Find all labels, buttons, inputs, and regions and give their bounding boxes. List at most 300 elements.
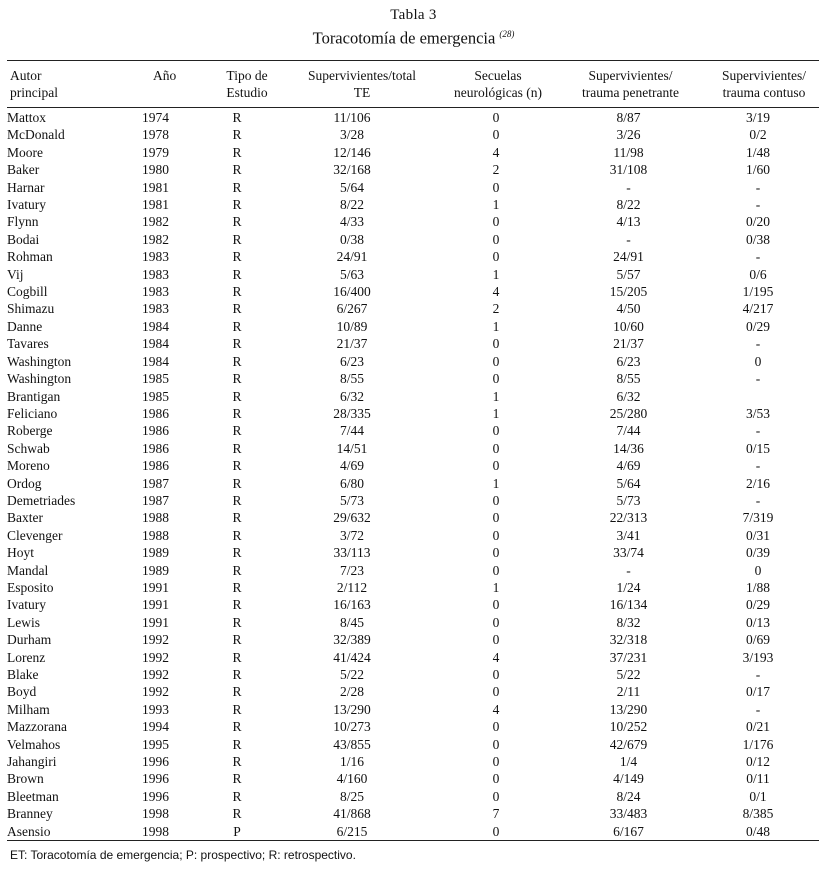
cell-study-type: R [232, 336, 242, 352]
table-row [7, 666, 819, 683]
cell-study-type: R [232, 754, 242, 770]
cell-study-type: R [232, 510, 242, 526]
cell-year: 1974 [142, 110, 169, 125]
cell-penetrating: 10/252 [609, 719, 648, 735]
cell-year: 1984 [142, 318, 169, 334]
table-row [7, 823, 819, 840]
bottom-rule [7, 840, 819, 841]
cell-penetrating: 10/60 [613, 318, 644, 334]
table-row [7, 213, 819, 230]
cell-blunt: 0/31 [745, 527, 770, 543]
cell-neuro-sequelae: 1 [492, 388, 500, 404]
cell-author: Feliciano [7, 405, 58, 421]
cell-study-type: R [232, 197, 242, 213]
cell-survivors-total: 2/28 [339, 684, 364, 700]
table-number: Tabla 3 [390, 7, 437, 23]
cell-author: Baker [7, 162, 40, 178]
cell-year: 1979 [142, 144, 169, 160]
table-row [7, 318, 819, 335]
cell-neuro-sequelae: 0 [492, 527, 500, 543]
cell-year: 1992 [142, 684, 169, 700]
cell-penetrating: 8/24 [616, 788, 641, 804]
cell-year: 1985 [142, 388, 169, 404]
cell-year: 1991 [142, 597, 169, 613]
table-row [7, 161, 819, 178]
cell-survivors-total: 14/51 [336, 440, 368, 456]
cell-year: 1981 [142, 197, 169, 213]
cell-penetrating: 42/679 [609, 736, 648, 752]
cell-study-type: R [232, 284, 242, 300]
cell-neuro-sequelae: 0 [492, 510, 500, 526]
table-title-line [0, 24, 827, 49]
cell-survivors-total: 6/32 [339, 388, 364, 404]
cell-survivors-total: 5/22 [339, 667, 364, 682]
cell-year: 1996 [142, 771, 169, 787]
table-row [7, 701, 819, 718]
table-row [7, 805, 819, 822]
table-row [7, 509, 819, 526]
cell-survivors-total: 2/112 [336, 579, 368, 595]
cell-blunt: 2/16 [745, 475, 770, 491]
cell-survivors-total: 24/91 [336, 249, 368, 265]
cell-survivors-total: 16/163 [333, 597, 371, 613]
cell-study-type: R [232, 562, 242, 578]
cell-survivors-total: 5/64 [339, 179, 364, 195]
cell-penetrating: - [626, 231, 631, 247]
cell-neuro-sequelae: 0 [492, 458, 500, 474]
cell-author: Cogbill [7, 284, 48, 300]
cell-author: Vij [7, 266, 24, 282]
cell-study-type: R [232, 266, 242, 282]
cell-author: Baxter [7, 510, 43, 526]
cell-blunt: 0 [754, 353, 762, 369]
cell-neuro-sequelae: 0 [492, 788, 500, 804]
cell-neuro-sequelae: 2 [492, 301, 500, 317]
cell-neuro-sequelae: 0 [492, 667, 500, 682]
cell-author: Esposito [7, 579, 54, 595]
table-row [7, 457, 819, 474]
cell-neuro-sequelae: 0 [492, 492, 500, 508]
table-row [7, 614, 819, 631]
table-row [7, 596, 819, 613]
cell-penetrating: 16/134 [609, 597, 648, 613]
cell-study-type: R [232, 597, 242, 613]
table-row [7, 179, 819, 196]
table-row [7, 109, 819, 126]
cell-survivors-total: 10/273 [333, 719, 371, 735]
cell-penetrating: 13/290 [609, 701, 648, 717]
cell-neuro-sequelae: 1 [492, 579, 500, 595]
cell-survivors-total: 6/267 [336, 301, 368, 317]
table-row [7, 649, 819, 666]
table-row [7, 231, 819, 248]
cell-penetrating: - [626, 179, 631, 195]
cell-study-type: R [232, 458, 242, 474]
cell-study-type: R [232, 649, 242, 665]
cell-study-type: R [232, 127, 242, 143]
cell-blunt: 0/11 [746, 771, 770, 787]
cell-neuro-sequelae: 0 [492, 597, 500, 613]
table-row [7, 405, 819, 422]
table-row [7, 788, 819, 805]
cell-penetrating: 5/22 [616, 667, 641, 682]
cell-neuro-sequelae: 1 [492, 266, 500, 282]
cell-neuro-sequelae: 0 [492, 249, 500, 265]
cell-study-type: P [233, 823, 241, 839]
cell-author: Velmahos [7, 736, 61, 752]
cell-survivors-total: 7/23 [339, 562, 364, 578]
table-row [7, 527, 819, 544]
cell-penetrating: 32/318 [609, 632, 648, 648]
cell-blunt: 0/21 [745, 719, 770, 735]
cell-neuro-sequelae: 4 [492, 701, 500, 717]
cell-survivors-total: 8/55 [339, 371, 364, 387]
cell-author: Ivatury [7, 197, 46, 213]
cell-year: 1978 [142, 127, 169, 143]
cell-neuro-sequelae: 0 [492, 719, 500, 735]
cell-blunt: 7/319 [742, 510, 774, 526]
data-table [7, 109, 819, 840]
cell-author: Blake [7, 667, 39, 682]
cell-penetrating: 5/57 [616, 266, 641, 282]
cell-neuro-sequelae: 0 [492, 231, 500, 247]
cell-blunt: - [755, 492, 761, 508]
cell-survivors-total: 41/868 [333, 806, 371, 822]
cell-author: Bodai [7, 231, 40, 247]
cell-author: Harnar [7, 179, 45, 195]
cell-penetrating: 37/231 [609, 649, 648, 665]
cell-study-type: R [232, 475, 242, 491]
header-study-type: Tipo de Estudio [226, 68, 268, 100]
cell-survivors-total: 32/168 [333, 162, 371, 178]
cell-penetrating: 24/91 [613, 249, 644, 265]
table-row [7, 370, 819, 387]
cell-author: Ordog [7, 475, 42, 491]
cell-survivors-total: 10/89 [336, 318, 368, 334]
table-row [7, 718, 819, 735]
cell-year: 1982 [142, 214, 169, 230]
table-row [7, 388, 819, 405]
cell-year: 1986 [142, 458, 169, 474]
cell-year: 1980 [142, 162, 169, 178]
cell-year: 1984 [142, 353, 169, 369]
header-author: Autor principal [10, 68, 58, 100]
cell-neuro-sequelae: 1 [492, 318, 500, 334]
citation-reference: (28) [499, 29, 515, 39]
cell-survivors-total: 3/28 [339, 127, 364, 143]
cell-blunt: 1/88 [745, 579, 770, 595]
cell-study-type: R [232, 632, 242, 648]
cell-author: Danne [7, 318, 43, 334]
cell-study-type: R [232, 144, 242, 160]
cell-neuro-sequelae: 0 [492, 736, 500, 752]
table-row [7, 631, 819, 648]
cell-survivors-total: 43/855 [333, 736, 371, 752]
cell-author: Mazzorana [7, 719, 67, 735]
table-row [7, 248, 819, 265]
cell-survivors-total: 32/389 [333, 632, 371, 648]
cell-year: 1983 [142, 301, 169, 317]
cell-penetrating: 4/13 [616, 214, 641, 230]
cell-author: Milham [7, 701, 50, 717]
cell-author: Asensio [7, 823, 51, 839]
cell-penetrating: 22/313 [609, 510, 648, 526]
cell-blunt: 0/29 [745, 597, 770, 613]
cell-year: 1983 [142, 266, 169, 282]
cell-year: 1987 [142, 492, 169, 508]
cell-neuro-sequelae: 0 [492, 353, 500, 369]
cell-survivors-total: 21/37 [336, 336, 368, 352]
table-row [7, 144, 819, 161]
cell-penetrating: 8/55 [616, 371, 641, 387]
cell-neuro-sequelae: 0 [492, 110, 500, 125]
cell-penetrating: 7/44 [616, 423, 641, 439]
cell-author: Washington [7, 353, 72, 369]
cell-year: 1986 [142, 405, 169, 421]
cell-neuro-sequelae: 4 [492, 144, 500, 160]
table-body [7, 109, 819, 840]
header-neuro-sequelae: Secuelas neurológicas (n) [453, 68, 543, 100]
cell-survivors-total: 1/16 [339, 754, 364, 770]
cell-study-type: R [232, 806, 242, 822]
cell-author: Durham [7, 632, 52, 648]
cell-year: 1988 [142, 510, 169, 526]
cell-year: 1981 [142, 179, 169, 195]
cell-survivors-total: 13/290 [333, 701, 371, 717]
header-survivors-total: Supervivientes/total TE [308, 68, 416, 100]
table-row [7, 683, 819, 700]
cell-study-type: R [232, 667, 242, 682]
cell-year: 1993 [142, 701, 169, 717]
cell-study-type: R [232, 684, 242, 700]
cell-blunt: 0/39 [745, 545, 770, 561]
cell-study-type: R [232, 371, 242, 387]
cell-author: Demetriades [7, 492, 76, 508]
cell-penetrating: 31/108 [609, 162, 648, 178]
cell-study-type: R [232, 614, 242, 630]
cell-author: Moreno [7, 458, 50, 474]
cell-neuro-sequelae: 2 [492, 162, 500, 178]
cell-year: 1998 [142, 806, 169, 822]
cell-blunt: 0/1 [749, 788, 767, 804]
cell-penetrating: 33/74 [613, 545, 644, 561]
cell-blunt: 0/6 [749, 266, 767, 282]
cell-study-type: R [232, 527, 242, 543]
cell-survivors-total: 0/38 [339, 231, 364, 247]
cell-study-type: R [232, 736, 242, 752]
cell-study-type: R [232, 388, 242, 404]
cell-study-type: R [232, 353, 242, 369]
cell-penetrating: 14/36 [613, 440, 644, 456]
cell-survivors-total: 28/335 [333, 405, 371, 421]
cell-author: Shimazu [7, 301, 55, 317]
cell-survivors-total: 4/69 [339, 458, 364, 474]
cell-year: 1998 [142, 823, 169, 839]
cell-survivors-total: 6/23 [339, 353, 364, 369]
cell-penetrating: 1/24 [616, 579, 641, 595]
cell-penetrating: 4/149 [613, 771, 644, 787]
cell-author: Washington [7, 371, 72, 387]
cell-blunt: - [755, 371, 761, 387]
cell-study-type: R [232, 788, 242, 804]
table-row [7, 422, 819, 439]
cell-survivors-total: 8/22 [339, 197, 364, 213]
cell-neuro-sequelae: 1 [492, 475, 500, 491]
cell-survivors-total: 12/146 [333, 144, 371, 160]
cell-survivors-total: 33/113 [333, 545, 371, 561]
cell-blunt: - [755, 336, 761, 352]
cell-penetrating: 1/4 [619, 754, 638, 770]
cell-penetrating: 8/87 [616, 110, 641, 125]
table-row [7, 266, 819, 283]
cell-blunt: - [755, 667, 761, 682]
table-row [7, 440, 819, 457]
header-year: Año [153, 68, 177, 83]
cell-blunt: 1/195 [742, 284, 774, 300]
table-row [7, 544, 819, 561]
cell-survivors-total: 29/632 [333, 510, 371, 526]
cell-author: Hoyt [7, 545, 34, 561]
cell-year: 1992 [142, 649, 169, 665]
cell-blunt: 0/12 [745, 754, 770, 770]
cell-penetrating: 5/73 [616, 492, 641, 508]
cell-year: 1988 [142, 527, 169, 543]
table-row [7, 770, 819, 787]
cell-neuro-sequelae: 1 [492, 405, 500, 421]
cell-penetrating: 15/205 [609, 284, 648, 300]
cell-neuro-sequelae: 4 [492, 284, 500, 300]
cell-year: 1991 [142, 614, 169, 630]
cell-author: Mandal [7, 562, 49, 578]
cell-neuro-sequelae: 0 [492, 823, 500, 839]
header-blunt: Supervivientes/ trauma contuso [722, 68, 806, 100]
cell-year: 1987 [142, 475, 169, 491]
cell-survivors-total: 8/45 [339, 614, 364, 630]
cell-author: Roberge [7, 423, 53, 439]
cell-penetrating: 8/32 [616, 614, 641, 630]
cell-author: Ivatury [7, 597, 46, 613]
cell-author: Boyd [7, 684, 37, 700]
cell-author: Moore [7, 144, 43, 160]
cell-author: Mattox [7, 110, 46, 125]
cell-study-type: R [232, 179, 242, 195]
cell-study-type: R [232, 110, 242, 125]
cell-penetrating: 33/483 [609, 806, 648, 822]
cell-blunt: 0/15 [745, 440, 770, 456]
cell-survivors-total: 3/72 [339, 527, 364, 543]
cell-blunt: 0/29 [745, 318, 770, 334]
cell-neuro-sequelae: 0 [492, 440, 500, 456]
cell-blunt: 0/13 [745, 614, 770, 630]
cell-study-type: R [232, 162, 242, 178]
table-row [7, 335, 819, 352]
cell-neuro-sequelae: 0 [492, 545, 500, 561]
table-row [7, 283, 819, 300]
cell-study-type: R [232, 719, 242, 735]
cell-year: 1995 [142, 736, 169, 752]
cell-survivors-total: 4/33 [339, 214, 364, 230]
cell-study-type: R [232, 545, 242, 561]
cell-penetrating: 3/41 [616, 527, 641, 543]
cell-blunt: 1/48 [745, 144, 770, 160]
cell-study-type: R [232, 214, 242, 230]
cell-year: 1983 [142, 249, 169, 265]
cell-blunt: 0/20 [745, 214, 770, 230]
cell-year: 1994 [142, 719, 169, 735]
table-row [7, 126, 819, 143]
cell-study-type: R [232, 249, 242, 265]
cell-blunt: 1/176 [742, 736, 774, 752]
cell-year: 1982 [142, 231, 169, 247]
cell-neuro-sequelae: 0 [492, 179, 500, 195]
header-rule [7, 107, 819, 108]
table-row [7, 736, 819, 753]
cell-penetrating: 25/280 [609, 405, 648, 421]
cell-neuro-sequelae: 0 [492, 562, 500, 578]
cell-survivors-total: 6/215 [336, 823, 368, 839]
table-row [7, 492, 819, 509]
cell-blunt: 0/2 [749, 127, 767, 143]
cell-blunt: - [755, 179, 761, 195]
cell-blunt: 4/217 [742, 301, 774, 317]
cell-blunt: - [755, 701, 761, 717]
table-footnote: ET: Toracotomía de emergencia; P: prospectivo; R: retrospectivo. [10, 848, 356, 862]
cell-year: 1989 [142, 545, 169, 561]
cell-blunt: - [755, 249, 761, 265]
cell-year: 1996 [142, 788, 169, 804]
cell-penetrating: 11/98 [613, 144, 644, 160]
cell-neuro-sequelae: 4 [492, 649, 500, 665]
cell-blunt: - [755, 458, 761, 474]
cell-survivors-total: 4/160 [336, 771, 368, 787]
cell-blunt: 8/385 [742, 806, 774, 822]
cell-neuro-sequelae: 0 [492, 371, 500, 387]
cell-survivors-total: 7/44 [339, 423, 364, 439]
cell-penetrating: 8/22 [616, 197, 641, 213]
cell-year: 1986 [142, 423, 169, 439]
table-title: Toracotomía de emergencia [312, 28, 496, 48]
cell-penetrating: 2/11 [616, 684, 641, 700]
cell-author: Brown [7, 771, 44, 787]
cell-study-type: R [232, 701, 242, 717]
cell-neuro-sequelae: 0 [492, 614, 500, 630]
cell-neuro-sequelae: 0 [492, 127, 500, 143]
cell-penetrating: 4/69 [616, 458, 641, 474]
top-rule [7, 60, 819, 61]
cell-blunt: 0/38 [745, 231, 770, 247]
cell-survivors-total: 5/63 [339, 266, 364, 282]
header-penetrating: Supervivientes/ trauma penetrante [581, 68, 680, 100]
cell-survivors-total: 41/424 [333, 649, 371, 665]
cell-author: Schwab [7, 440, 50, 456]
cell-year: 1991 [142, 579, 169, 595]
cell-blunt [697, 388, 819, 405]
cell-penetrating: - [626, 562, 631, 578]
cell-blunt: - [755, 423, 761, 439]
table-row [7, 562, 819, 579]
cell-study-type: R [232, 579, 242, 595]
cell-author: Clevenger [7, 527, 63, 543]
cell-penetrating: 6/23 [616, 353, 641, 369]
cell-survivors-total: 16/400 [333, 284, 371, 300]
cell-year: 1989 [142, 562, 169, 578]
cell-neuro-sequelae: 0 [492, 632, 500, 648]
cell-penetrating: 21/37 [613, 336, 644, 352]
cell-survivors-total: 5/73 [339, 492, 364, 508]
cell-neuro-sequelae: 0 [492, 336, 500, 352]
table-row [7, 353, 819, 370]
cell-study-type: R [232, 771, 242, 787]
